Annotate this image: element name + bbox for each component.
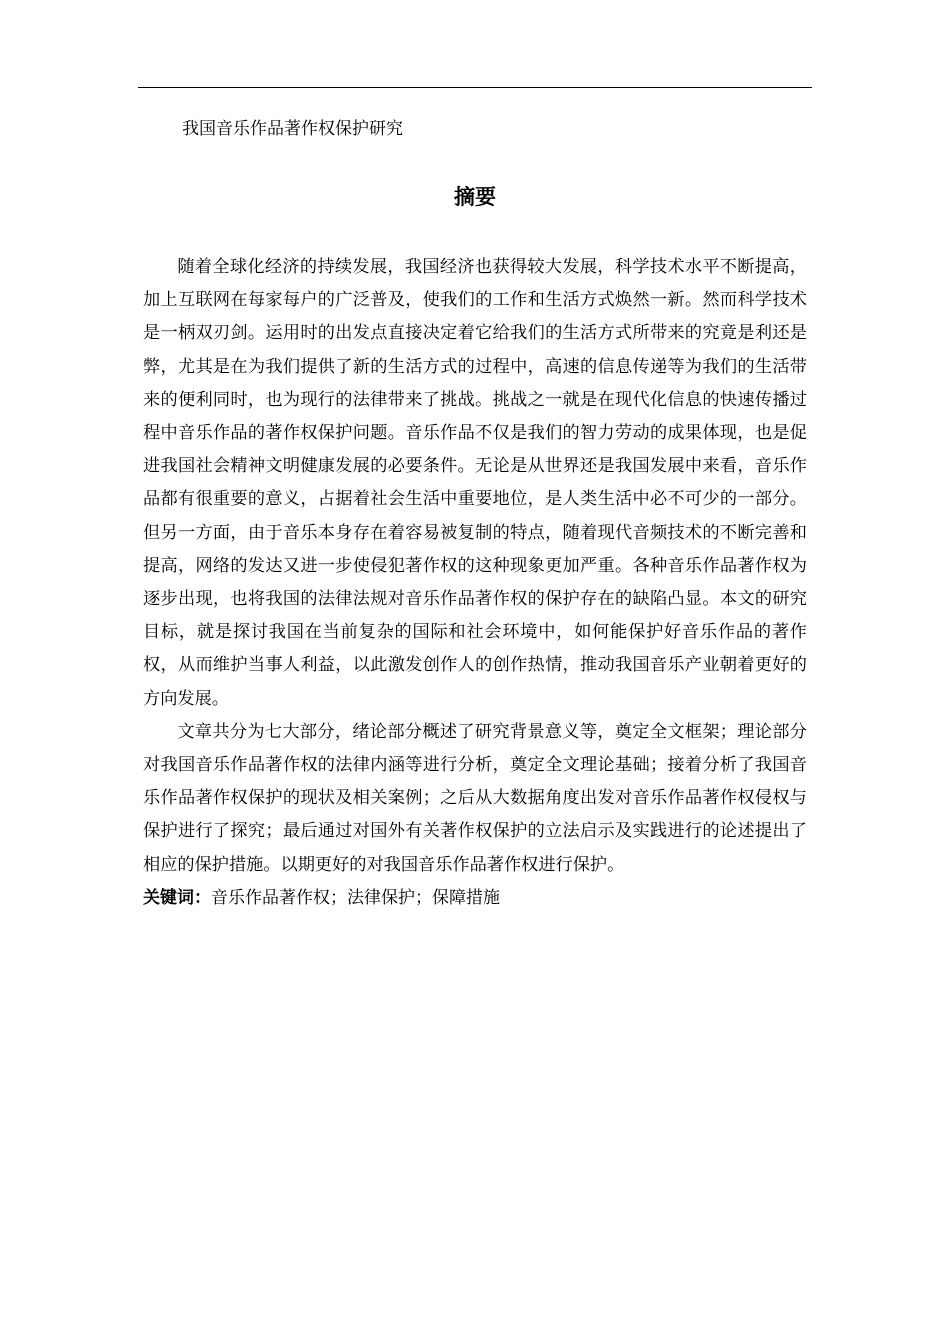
keywords-line [143,882,807,915]
keywords-text: 音乐作品著作权；法律保护；保障措施 [211,887,500,908]
running-header-title: 我国音乐作品著作权保护研究 [182,119,403,139]
keywords-label: 关键词： [143,887,211,908]
abstract-paragraph-1: 随着全球化经济的持续发展，我国经济也获得较大发展，科学技术水平不断提高，加上互联网在每家每户的广泛普及，使我们的工作和生活方式焕然一新。然而科学技术是一柄双刃剑。运用时的出发点直接决定着它给我们的生活方式所带来的究竟是利还是弊，尤其是在为我们提供了新的生活方式的过程中，高速的信息传递等为我们的生活带来的便利同时，也为现行的法律带来了挑战。挑战之一就是在现代化信息的快速传播过程中音乐作品的著作权保护问题。音乐作品不仅是我们的智力劳动的成果体现，也是促进我国社会精神文明健康发展的必要条件。无论是从世界还是我国发展中来看，音乐作品都有很重要的意义，占据着社会生活中重要地位，是人类生活中必不可少的一部分。但另一方面，由于音乐本身存在着容易被复制的特点，随着现代音频技术的不断完善和提高，网络的发达又进一步使侵犯著作权的这种现象更加严重。各种音乐作品著作权为逐步出现，也将我国的法律法规对音乐作品著作权的保护存在的缺陷凸显。本文的研究目标，就是探讨我国在当前复杂的国际和社会环境中，如何能保护好音乐作品的著作权，从而维护当事人利益，以此激发创作人的创作热情，推动我国音乐产业朝着更好的方向发展。 [143,257,807,709]
abstract-body [143,251,807,915]
abstract-heading: 摘要 [454,185,496,209]
header-rule [138,87,812,88]
abstract-paragraph-2: 文章共分为七大部分，绪论部分概述了研究背景意义等，奠定全文框架；理论部分对我国音乐作品著作权的法律内涵等进行分析，奠定全文理论基础；接着分析了我国音乐作品著作权保护的现状及相关案例；之后从大数据角度出发对音乐作品著作权侵权与保护进行了探究；最后通过对国外有关著作权保护的立法启示及实践进行的论述提出了相应的保护措施。以期更好的对我国音乐作品著作权进行保护。 [143,721,807,875]
